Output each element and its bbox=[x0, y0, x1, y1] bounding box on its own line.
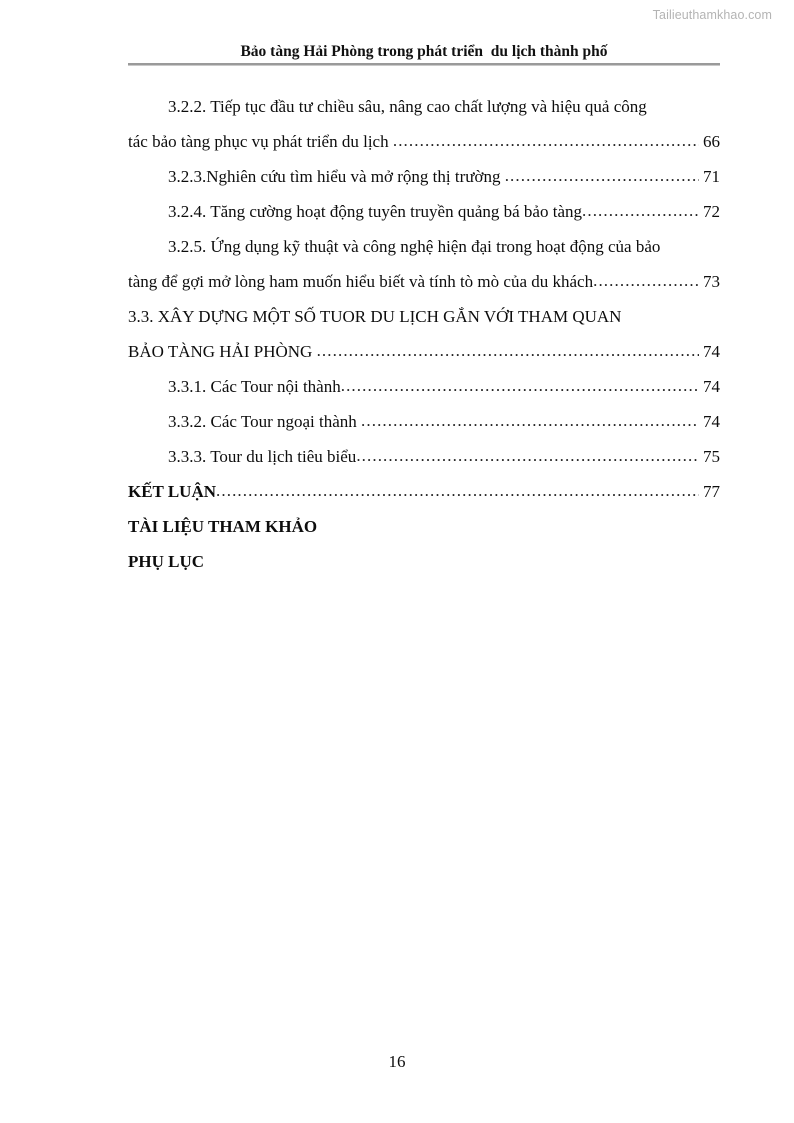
toc-leader-dots bbox=[361, 403, 699, 438]
table-of-contents bbox=[128, 89, 720, 579]
toc-entry[interactable] bbox=[128, 474, 720, 509]
running-header-title: Bảo tàng Hải Phòng trong phát triển du lịch thành phố bbox=[240, 43, 608, 60]
toc-entry[interactable] bbox=[128, 194, 720, 229]
toc-entry[interactable] bbox=[128, 159, 720, 194]
toc-entry[interactable] bbox=[128, 439, 720, 474]
toc-entry-label: tác bảo tàng phục vụ phát triển du lịch bbox=[128, 132, 393, 151]
toc-entry-page-number: 75 bbox=[703, 447, 720, 466]
toc-entry-page-number: 71 bbox=[703, 167, 720, 186]
toc-leader-dots bbox=[341, 368, 699, 403]
toc-leader-dots bbox=[317, 333, 699, 368]
toc-entry-label: 3.3. XÂY DỰNG MỘT SỐ TUOR DU LỊCH GẮN VỚI THAM QUAN bbox=[128, 307, 622, 326]
footer-page-number: 16 bbox=[388, 1052, 406, 1071]
toc-entry[interactable] bbox=[128, 334, 720, 369]
toc-entry-page-number: 74 bbox=[703, 342, 720, 361]
toc-leader-dots bbox=[356, 438, 699, 473]
toc-entry-label: PHỤ LỤC bbox=[128, 552, 205, 571]
toc-entry[interactable] bbox=[128, 369, 720, 404]
toc-leader-dots bbox=[582, 193, 699, 228]
site-watermark: Tailieuthamkhao.com bbox=[652, 8, 772, 22]
toc-entry-label: 3.3.3. Tour du lịch tiêu biểu bbox=[168, 447, 357, 466]
toc-entry-page-number: 77 bbox=[703, 482, 720, 501]
toc-entry[interactable] bbox=[128, 264, 720, 299]
header-rule-divider bbox=[128, 63, 720, 66]
toc-entry-label: 3.3.2. Các Tour ngoại thành bbox=[168, 412, 362, 431]
toc-entry-page-number: 72 bbox=[703, 202, 720, 221]
toc-entry[interactable] bbox=[128, 299, 720, 334]
page-footer bbox=[0, 1052, 794, 1072]
toc-entry[interactable] bbox=[128, 404, 720, 439]
toc-leader-dots bbox=[393, 123, 699, 158]
toc-entry[interactable] bbox=[128, 89, 720, 124]
toc-entry[interactable] bbox=[128, 229, 720, 264]
toc-entry[interactable] bbox=[128, 124, 720, 159]
toc-entry-page-number: 73 bbox=[703, 272, 720, 291]
toc-entry-page-number: 74 bbox=[703, 377, 720, 396]
toc-entry[interactable] bbox=[128, 544, 720, 579]
toc-entry-page-number: 74 bbox=[703, 412, 720, 431]
toc-entry-label: 3.2.5. Ứng dụng kỹ thuật và công nghệ hiện đại trong hoạt động của bảo bbox=[168, 237, 661, 256]
toc-entry-label: 3.2.2. Tiếp tục đầu tư chiều sâu, nâng cao chất lượng và hiệu quả công bbox=[168, 97, 647, 116]
toc-entry-label: BẢO TÀNG HẢI PHÒNG bbox=[128, 342, 317, 361]
toc-leader-dots bbox=[593, 263, 699, 298]
toc-entry-label: 3.2.3.Nghiên cứu tìm hiểu và mở rộng thị trường bbox=[168, 167, 505, 186]
toc-entry-label: tàng để gợi mở lòng ham muốn hiểu biết và tính tò mò của du khách bbox=[128, 272, 594, 291]
running-header bbox=[128, 43, 720, 66]
toc-leader-dots bbox=[216, 473, 699, 508]
toc-leader-dots bbox=[505, 158, 699, 193]
toc-entry-label: 3.2.4. Tăng cường hoạt động tuyên truyền quảng bá bảo tàng bbox=[168, 202, 582, 221]
toc-entry-page-number: 66 bbox=[703, 132, 720, 151]
toc-entry[interactable] bbox=[128, 509, 720, 544]
toc-entry-label: KẾT LUẬN bbox=[128, 482, 217, 501]
toc-entry-label: TÀI LIỆU THAM KHẢO bbox=[128, 517, 318, 536]
toc-entry-label: 3.3.1. Các Tour nội thành bbox=[168, 377, 341, 396]
